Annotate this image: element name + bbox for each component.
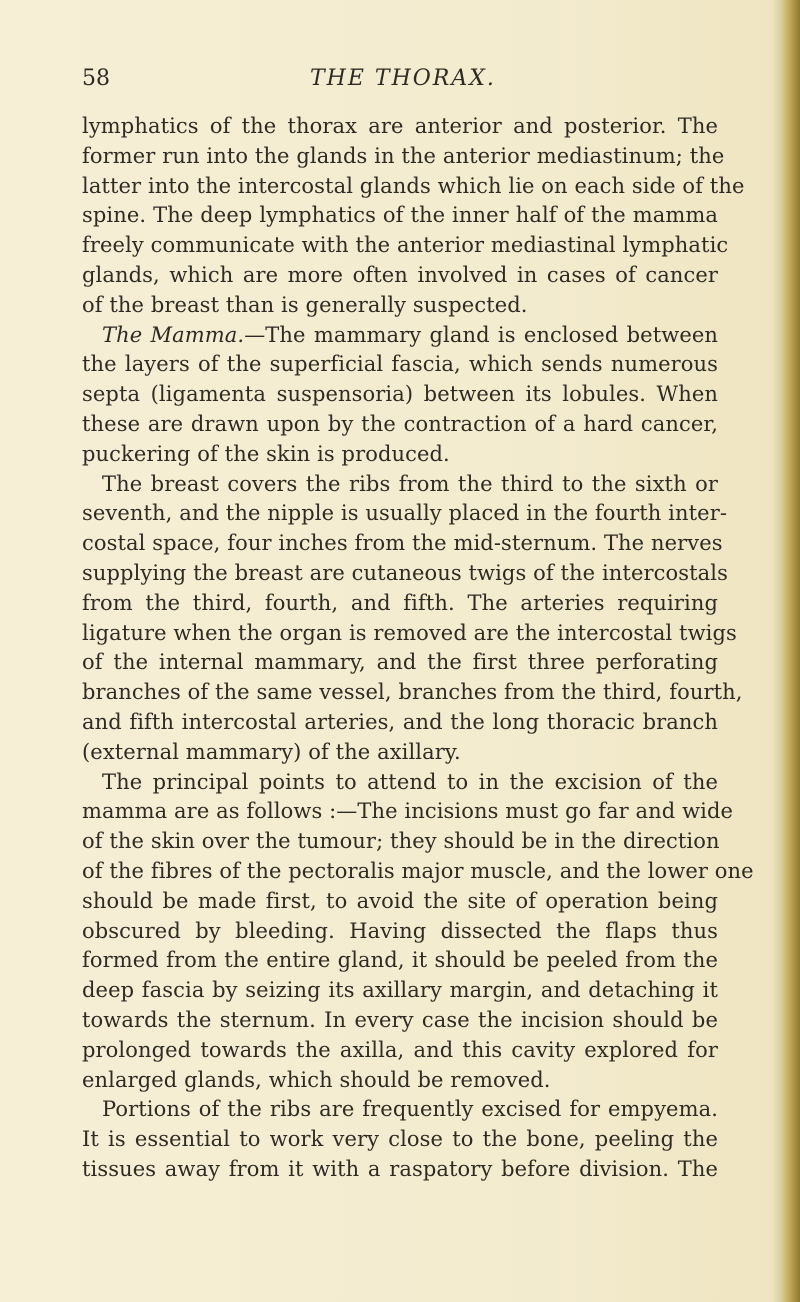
body-text: [82, 112, 754, 1185]
section-heading-line: [82, 321, 718, 351]
running-head: THE THORAX.: [310, 66, 496, 91]
text-line: lymphatics of the thorax are anterior and posterior. The: [82, 114, 718, 138]
text-line: latter into the intercostal glands which lie on each side of the: [82, 173, 745, 198]
text-line: glands, which are more often involved in cases of cancer: [82, 262, 718, 287]
text-line: The breast covers the ribs from the third to the sixth or: [102, 471, 718, 496]
text-line: (external mammary) of the axillary.: [82, 739, 461, 764]
text-line: prolonged towards the axilla, and this cavity explored for: [82, 1037, 718, 1062]
text-line: supplying the breast are cutaneous twigs of the intercostals: [82, 560, 728, 585]
page-edge-shadow: [772, 0, 782, 1302]
text-line: mamma are as follows :—The incisions must go far and wide: [82, 799, 734, 824]
text-line: deep fascia by seizing its axillary margin, and detaching it: [82, 978, 718, 1003]
text-line-fragment: —The mammary gland is enclosed between: [244, 322, 719, 347]
text-line: former run into the glands in the anterior mediastinum; the: [82, 143, 725, 168]
text-line: the layers of the superficial fascia, which sends numerous: [82, 352, 718, 377]
text-line: The principal points to attend to in the excision of the: [102, 769, 718, 794]
text-line: branches of the same vessel, branches from the third, fourth,: [82, 680, 743, 705]
text-line: these are drawn upon by the contraction of a hard cancer,: [82, 411, 718, 436]
text-line: should be made first, to avoid the site of operation being: [82, 888, 718, 913]
text-line: It is essential to work very close to the bone, peeling the: [82, 1127, 718, 1152]
text-line: septa (ligamenta suspensoria) between its lobules. When: [82, 382, 718, 407]
text-line: of the fibres of the pectoralis major muscle, and the lower one: [82, 858, 754, 883]
text-line: Portions of the ribs are frequently excised for empyema.: [102, 1097, 718, 1122]
text-line: obscured by bleeding. Having dissected the flaps thus: [82, 918, 718, 943]
text-line: of the internal mammary, and the first three perforating: [82, 650, 718, 675]
text-line: from the third, fourth, and fifth. The arteries requiring: [82, 590, 718, 615]
text-line: seventh, and the nipple is usually placed in the fourth inter-: [82, 501, 728, 526]
text-line: costal space, four inches from the mid-sternum. The nerves: [82, 531, 723, 556]
text-line: formed from the entire gland, it should be peeled from the: [82, 948, 718, 973]
text-line: ligature when the organ is removed are the intercostal twigs: [82, 620, 737, 645]
text-line: tissues away from it with a raspatory before division. The: [82, 1156, 718, 1181]
text-line: and fifth intercostal arteries, and the long thoracic branch: [82, 709, 718, 734]
text-line: of the skin over the tumour; they should be in the direction: [82, 829, 720, 854]
section-heading-mamma: The Mamma.: [102, 322, 245, 347]
text-line: puckering of the skin is produced.: [82, 441, 450, 466]
text-line: spine. The deep lymphatics of the inner half of the mamma: [82, 203, 718, 228]
text-line: enlarged glands, which should be removed.: [82, 1067, 551, 1092]
text-line: freely communicate with the anterior mediastinal lymphatic: [82, 233, 729, 258]
page-header: [82, 66, 722, 102]
page-edge: [782, 0, 800, 1302]
text-line: of the breast than is generally suspected.: [82, 292, 528, 317]
page-number: 58: [82, 66, 110, 91]
text-line: towards the sternum. In every case the incision should be: [82, 1007, 718, 1032]
